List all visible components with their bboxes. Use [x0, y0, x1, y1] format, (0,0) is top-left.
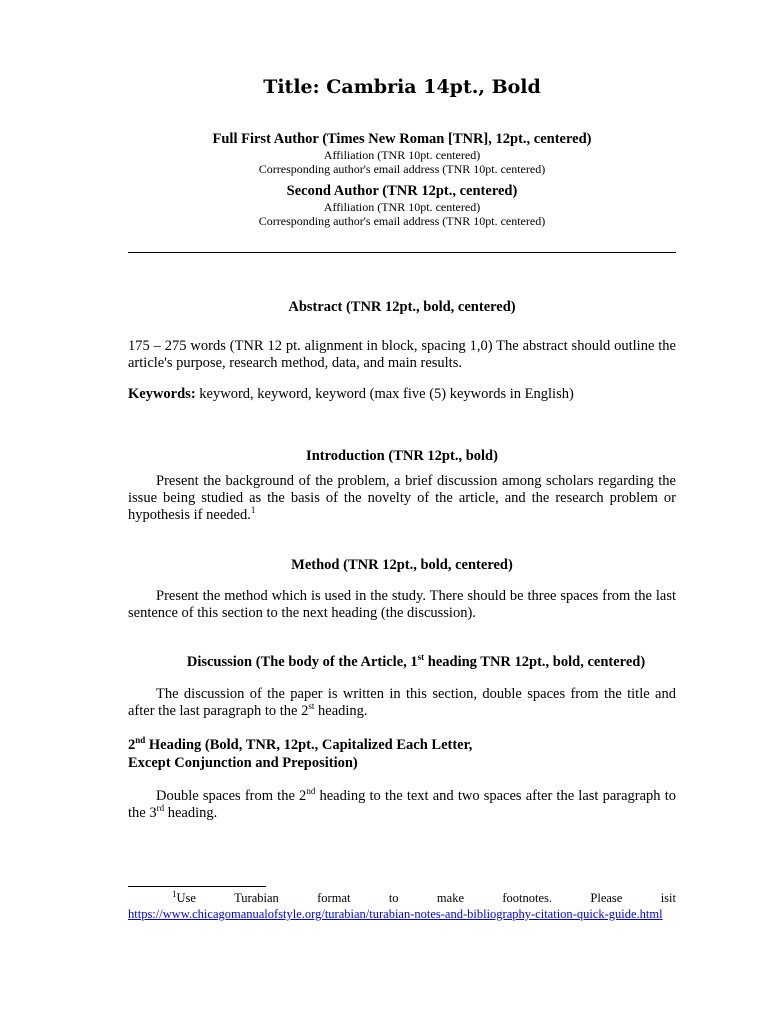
introduction-text — [128, 473, 676, 524]
discussion-heading: Discussion (The body of the Article, 1st heading TNR 12pt., bold, centered) — [186, 652, 646, 670]
author1-email: Corresponding author's email address (TNR 10pt. centered) — [258, 162, 546, 176]
footnote-reference[interactable]: 1 — [250, 505, 256, 516]
footnote-marker: 1 — [172, 888, 177, 899]
author2-block — [128, 183, 676, 228]
header-divider — [128, 252, 676, 253]
method-heading: Method (TNR 12pt., bold, centered) — [291, 557, 513, 573]
author1-name: Full First Author (Times New Roman [TNR], 12pt., centered) — [212, 131, 592, 147]
author1-block — [128, 131, 676, 176]
keywords-label: Keywords: — [128, 386, 196, 402]
second-heading-text: Double spaces from the 2nd heading to the text and two spaces after the last paragraph to the 3rd heading. — [128, 786, 676, 821]
footnote-text: Use Turabian format to make footnotes. Please isit — [176, 891, 676, 905]
footnote — [128, 890, 676, 922]
abstract-text: 175 – 275 words (TNR 12 pt. alignment in block, spacing 1,0) The abstract should outline the article's purpose, research method, data, and main results. — [128, 338, 676, 371]
abstract-heading: Abstract (TNR 12pt., bold, centered) — [288, 299, 516, 315]
introduction-heading: Introduction (TNR 12pt., bold) — [306, 448, 498, 464]
method-text: Present the method which is used in the study. There should be three spaces from the last sentence of this section to the next heading (the discussion). — [128, 588, 676, 621]
keywords-line — [128, 386, 676, 403]
author1-affiliation: Affiliation (TNR 10pt. centered) — [323, 148, 481, 162]
author2-affiliation: Affiliation (TNR 10pt. centered) — [323, 200, 481, 214]
second-heading-line2: Except Conjunction and Preposition) — [128, 755, 358, 771]
introduction-body: Present the background of the problem, a brief discussion among scholars regarding the issue being studied as the basis of the novelty of the article, and the research problem or hypothesis if needed. — [128, 473, 676, 523]
keywords-text: keyword, keyword, keyword (max five (5) keywords in English) — [195, 386, 574, 402]
second-level-heading — [128, 736, 676, 772]
footnote-link[interactable]: https://www.chicagomanualofstyle.org/turabian/turabian-notes-and-bibliography-citation-quick-guide.html — [128, 907, 663, 921]
second-heading-line1: 2nd Heading (Bold, TNR, 12pt., Capitalized Each Letter, — [128, 735, 473, 753]
discussion-text: The discussion of the paper is written in this section, double spaces from the title and after the last paragraph to the 2st heading. — [128, 686, 676, 719]
author2-email: Corresponding author's email address (TNR 10pt. centered) — [258, 214, 546, 228]
paper-title: Title: Cambria 14pt., Bold — [263, 76, 541, 98]
author2-name: Second Author (TNR 12pt., centered) — [286, 183, 518, 199]
footnote-divider — [128, 886, 266, 887]
